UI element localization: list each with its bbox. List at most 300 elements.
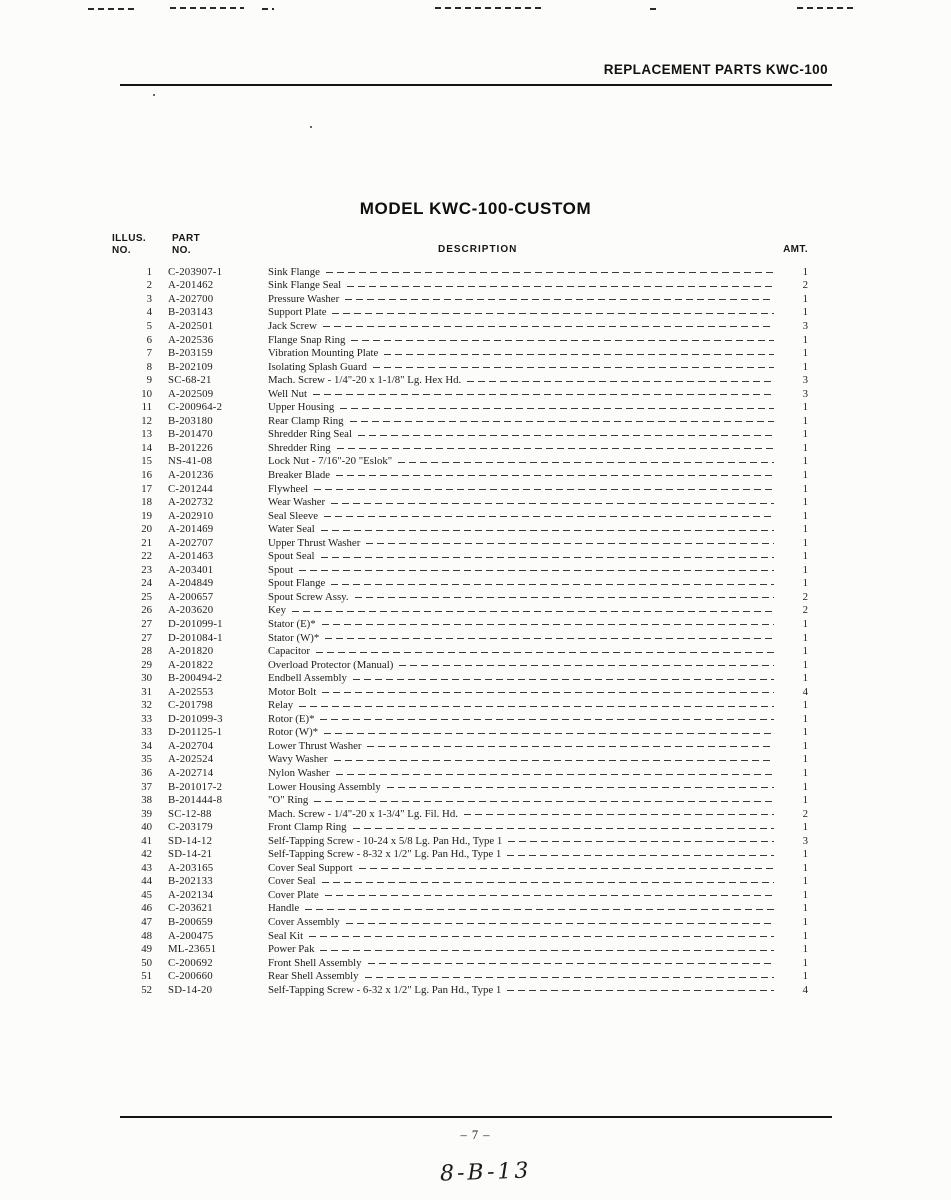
cell-amount: 1 xyxy=(802,970,808,983)
cell-part-no: A-200475 xyxy=(168,929,214,942)
dash-leader xyxy=(325,888,774,902)
cell-amount: 1 xyxy=(802,414,808,427)
cell-description: "O" Ring xyxy=(268,794,309,807)
cell-illus-no: 11 xyxy=(141,401,152,414)
cell-part-no: B-201444-8 xyxy=(168,794,223,807)
page-title: MODEL KWC-100-CUSTOM xyxy=(359,199,592,218)
cell-amount: 1 xyxy=(802,265,808,278)
cell-illus-no: 36 xyxy=(141,767,152,779)
cell-part-no: A-203620 xyxy=(168,604,214,617)
cell-illus-no: 27 xyxy=(141,617,152,630)
cell-illus-no: 49 xyxy=(141,943,152,956)
cell-part-no: B-203180 xyxy=(168,414,213,427)
cell-illus-no: 14 xyxy=(141,441,152,454)
cell-description: Self-Tapping Screw - 6-32 x 1/2" Lg. Pan Hd., Type 1 xyxy=(268,983,502,996)
dash-leader xyxy=(322,685,774,699)
table-row xyxy=(108,969,808,983)
table-row xyxy=(108,414,808,428)
cell-illus-no: 13 xyxy=(141,428,152,441)
page-number: – 7 – xyxy=(460,1128,491,1142)
table-row xyxy=(108,780,808,794)
dash-leader xyxy=(350,414,774,428)
table-row xyxy=(108,956,808,970)
cell-amount: 1 xyxy=(802,333,808,346)
cell-description: Rear Clamp Ring xyxy=(268,414,344,427)
cell-description: Jack Screw xyxy=(268,319,317,332)
cell-part-no: A-202910 xyxy=(168,509,214,522)
dash-leader xyxy=(351,333,774,347)
cell-part-no: A-201462 xyxy=(168,279,214,292)
footer-rule xyxy=(120,1116,832,1118)
cell-illus-no: 33 xyxy=(141,712,152,725)
table-row xyxy=(108,766,808,780)
table-row xyxy=(108,793,808,807)
cell-description: Cover Seal xyxy=(268,875,316,888)
dash-leader xyxy=(336,766,774,780)
cell-part-no: A-200657 xyxy=(168,590,214,603)
cell-amount: 1 xyxy=(802,956,808,969)
dash-leader xyxy=(365,969,774,983)
cell-description: Flywheel xyxy=(268,482,309,495)
table-row xyxy=(108,820,808,834)
scan-speck xyxy=(310,126,312,128)
cell-illus-no: 51 xyxy=(141,970,152,983)
cell-part-no: A-202714 xyxy=(168,767,214,779)
cell-description: Stator (W)* xyxy=(268,631,320,644)
cell-illus-no: 39 xyxy=(141,807,152,820)
cell-description: Vibration Mounting Plate xyxy=(268,347,379,360)
cell-amount: 1 xyxy=(802,468,808,481)
cell-part-no: B-201017-2 xyxy=(168,780,223,793)
cell-amount: 4 xyxy=(802,983,808,996)
cell-part-no: D-201099-1 xyxy=(168,617,223,630)
cell-description: Rotor (E)* xyxy=(268,712,315,725)
cell-amount: 1 xyxy=(802,888,808,901)
table-row xyxy=(108,455,808,469)
cell-part-no: A-201469 xyxy=(168,523,214,536)
cell-part-no: C-200660 xyxy=(168,970,213,983)
table-row xyxy=(108,590,808,604)
cell-amount: 1 xyxy=(802,712,808,725)
cell-part-no: A-203401 xyxy=(168,563,214,576)
cell-amount: 1 xyxy=(802,577,808,590)
dash-leader xyxy=(292,604,774,618)
dash-leader xyxy=(299,563,774,577)
table-row xyxy=(108,319,808,333)
cell-description: Nylon Washer xyxy=(268,767,330,779)
cell-illus-no: 5 xyxy=(146,319,152,332)
cell-part-no: A-202732 xyxy=(168,496,214,509)
cell-description: Lower Thrust Washer xyxy=(268,739,362,752)
table-row xyxy=(108,807,808,821)
cell-description: Endbell Assembly xyxy=(268,672,347,685)
cell-description: Cover Plate xyxy=(268,888,319,901)
cell-amount: 2 xyxy=(802,604,808,617)
dash-leader xyxy=(320,942,774,956)
table-row xyxy=(108,265,808,279)
cell-illus-no: 48 xyxy=(141,929,152,942)
cell-amount: 1 xyxy=(802,631,808,644)
cell-description: Flange Snap Ring xyxy=(268,333,346,346)
table-row xyxy=(108,739,808,753)
cell-amount: 1 xyxy=(802,536,808,549)
table-row xyxy=(108,292,808,306)
cell-part-no: A-202501 xyxy=(168,319,214,332)
cell-part-no: B-202133 xyxy=(168,875,213,888)
dash-leader xyxy=(299,699,774,713)
cell-description: Upper Housing xyxy=(268,401,335,414)
cell-description: Spout xyxy=(268,563,294,576)
cell-description: Seal Sleeve xyxy=(268,509,319,522)
cell-amount: 1 xyxy=(802,401,808,414)
table-row xyxy=(108,346,808,360)
cell-illus-no: 41 xyxy=(141,834,152,847)
dash-leader xyxy=(387,780,774,794)
dash-leader xyxy=(359,861,774,875)
cell-description: Lock Nut - 7/16"-20 "Eslok" xyxy=(268,455,393,468)
table-row xyxy=(108,577,808,591)
cell-illus-no: 28 xyxy=(141,645,152,658)
dash-leader xyxy=(325,631,774,645)
dash-leader xyxy=(324,509,774,523)
cell-amount: 1 xyxy=(802,875,808,888)
cell-part-no: A-202509 xyxy=(168,387,214,400)
dash-leader xyxy=(467,373,774,387)
table-row xyxy=(108,333,808,347)
cell-illus-no: 35 xyxy=(141,753,152,766)
cell-amount: 1 xyxy=(802,794,808,807)
cell-description: Wear Washer xyxy=(268,496,326,509)
cell-amount: 1 xyxy=(802,916,808,929)
cell-amount: 1 xyxy=(802,739,808,752)
cell-description: Seal Kit xyxy=(268,929,304,942)
cell-amount: 1 xyxy=(802,563,808,576)
cell-description: Key xyxy=(268,604,286,617)
cell-description: Front Shell Assembly xyxy=(268,956,362,969)
cell-illus-no: 20 xyxy=(141,523,152,536)
cell-amount: 1 xyxy=(802,780,808,793)
cell-illus-no: 44 xyxy=(141,875,152,888)
table-row xyxy=(108,685,808,699)
dash-leader xyxy=(355,590,774,604)
cell-part-no: A-202524 xyxy=(168,753,214,766)
cell-amount: 1 xyxy=(802,550,808,563)
table-row xyxy=(108,360,808,374)
cell-illus-no: 43 xyxy=(141,861,152,874)
scan-artifact-dashes xyxy=(88,8,134,10)
cell-amount: 2 xyxy=(802,807,808,820)
cell-illus-no: 42 xyxy=(141,848,152,861)
dash-leader xyxy=(347,279,774,293)
cell-description: Wavy Washer xyxy=(268,753,328,766)
cell-illus-no: 18 xyxy=(141,496,152,509)
cell-part-no: B-201470 xyxy=(168,428,213,441)
cell-part-no: A-202134 xyxy=(168,888,214,901)
cell-description: Front Clamp Ring xyxy=(268,821,347,834)
table-row xyxy=(108,428,808,442)
dash-leader xyxy=(399,658,774,672)
cell-description: Sink Flange xyxy=(268,265,320,278)
cell-amount: 3 xyxy=(802,374,808,387)
table-row xyxy=(108,495,808,509)
cell-description: Mach. Screw - 1/4"-20 x 1-1/8" Lg. Hex Hd. xyxy=(268,374,462,387)
cell-amount: 1 xyxy=(802,306,808,319)
table-row xyxy=(108,861,808,875)
cell-amount: 1 xyxy=(802,929,808,942)
cell-illus-no: 31 xyxy=(141,685,152,698)
cell-illus-no: 26 xyxy=(141,604,152,617)
dash-leader xyxy=(358,428,774,442)
cell-part-no: B-200494-2 xyxy=(168,672,223,685)
table-row xyxy=(108,279,808,293)
dash-leader xyxy=(507,848,774,862)
cell-description: Breaker Blade xyxy=(268,468,331,481)
dash-leader xyxy=(507,983,774,997)
cell-illus-no: 37 xyxy=(141,780,152,793)
cell-description: Overload Protector (Manual) xyxy=(268,658,394,671)
cell-amount: 1 xyxy=(802,455,808,468)
cell-illus-no: 30 xyxy=(141,672,152,685)
cell-illus-no: 40 xyxy=(141,821,152,834)
cell-part-no: SD-14-12 xyxy=(168,834,213,847)
cell-illus-no: 10 xyxy=(141,387,152,400)
scan-speck xyxy=(153,94,155,96)
cell-part-no: B-201226 xyxy=(168,441,213,454)
cell-part-no: A-202707 xyxy=(168,536,214,549)
dash-leader xyxy=(322,617,774,631)
cell-part-no: B-202109 xyxy=(168,360,213,373)
cell-part-no: A-204849 xyxy=(168,577,214,590)
dash-leader xyxy=(373,360,774,374)
scan-artifact-dashes xyxy=(650,8,660,10)
cell-amount: 3 xyxy=(802,834,808,847)
cell-illus-no: 32 xyxy=(141,699,152,712)
cell-description: Support Plate xyxy=(268,306,327,319)
cell-part-no: C-201798 xyxy=(168,699,213,712)
dash-leader xyxy=(314,793,774,807)
table-row xyxy=(108,617,808,631)
cell-amount: 1 xyxy=(802,658,808,671)
cell-amount: 1 xyxy=(802,428,808,441)
cell-description: Mach. Screw - 1/4"-20 x 1-3/4" Lg. Fil. Hd. xyxy=(268,807,458,820)
cell-amount: 1 xyxy=(802,767,808,779)
table-row xyxy=(108,373,808,387)
cell-part-no: SD-14-20 xyxy=(168,983,213,996)
table-row xyxy=(108,658,808,672)
cell-description: Isolating Splash Guard xyxy=(268,360,367,373)
cell-illus-no: 34 xyxy=(141,739,152,752)
table-row xyxy=(108,563,808,577)
scan-artifact-dashes xyxy=(797,7,855,9)
cell-description: Shredder Ring xyxy=(268,441,331,454)
cell-description: Spout Seal xyxy=(268,550,315,563)
cell-part-no: C-203907-1 xyxy=(168,265,223,278)
page-header-title: REPLACEMENT PARTS KWC-100 xyxy=(603,62,828,77)
cell-part-no: B-200659 xyxy=(168,916,213,929)
column-header-part-no: PART NO. xyxy=(172,233,201,256)
cell-description: Capacitor xyxy=(268,645,310,658)
cell-illus-no: 52 xyxy=(141,983,152,996)
table-row xyxy=(108,509,808,523)
cell-amount: 1 xyxy=(802,360,808,373)
cell-illus-no: 4 xyxy=(146,306,152,319)
table-row xyxy=(108,549,808,563)
table-row xyxy=(108,441,808,455)
dash-leader xyxy=(353,671,774,685)
table-row xyxy=(108,929,808,943)
cell-part-no: SD-14-21 xyxy=(168,848,213,861)
table-row xyxy=(108,644,808,658)
table-row xyxy=(108,834,808,848)
cell-illus-no: 24 xyxy=(141,577,152,590)
cell-description: Spout Screw Assy. xyxy=(268,590,349,603)
table-row xyxy=(108,983,808,997)
cell-part-no: SC-12-88 xyxy=(168,807,212,820)
dash-leader xyxy=(321,549,775,563)
dash-leader xyxy=(331,495,774,509)
cell-description: Spout Flange xyxy=(268,577,326,590)
table-row xyxy=(108,726,808,740)
table-row xyxy=(108,400,808,414)
dash-leader xyxy=(398,455,774,469)
cell-illus-no: 46 xyxy=(141,902,152,915)
dash-leader xyxy=(340,400,774,414)
cell-illus-no: 17 xyxy=(141,482,152,495)
dash-leader xyxy=(345,292,774,306)
table-row xyxy=(108,848,808,862)
cell-part-no: C-200692 xyxy=(168,956,213,969)
cell-illus-no: 29 xyxy=(141,658,152,671)
cell-description: Cover Assembly xyxy=(268,916,340,929)
table-row xyxy=(108,753,808,767)
cell-description: Relay xyxy=(268,699,294,712)
table-row xyxy=(108,468,808,482)
cell-part-no: A-203165 xyxy=(168,861,214,874)
cell-amount: 1 xyxy=(802,699,808,712)
table-row xyxy=(108,482,808,496)
cell-description: Handle xyxy=(268,902,300,915)
cell-amount: 4 xyxy=(802,685,808,698)
cell-part-no: C-201244 xyxy=(168,482,213,495)
cell-illus-no: 21 xyxy=(141,536,152,549)
cell-amount: 1 xyxy=(802,645,808,658)
dash-leader xyxy=(305,902,774,916)
cell-part-no: A-201463 xyxy=(168,550,214,563)
table-row xyxy=(108,915,808,929)
cell-illus-no: 27 xyxy=(141,631,152,644)
cell-description: Self-Tapping Screw - 8-32 x 1/2" Lg. Pan Hd., Type 1 xyxy=(268,848,502,861)
cell-illus-no: 7 xyxy=(146,347,152,360)
cell-illus-no: 47 xyxy=(141,916,152,929)
scan-artifact-dashes xyxy=(262,8,274,10)
dash-leader xyxy=(332,306,774,320)
cell-description: Cover Seal Support xyxy=(268,861,353,874)
cell-illus-no: 2 xyxy=(146,279,152,292)
cell-illus-no: 22 xyxy=(141,550,152,563)
cell-part-no: D-201125-1 xyxy=(168,726,223,739)
dash-leader xyxy=(508,834,774,848)
table-row xyxy=(108,631,808,645)
cell-part-no: ML-23651 xyxy=(168,943,217,956)
cell-amount: 1 xyxy=(802,726,808,739)
cell-illus-no: 1 xyxy=(146,265,152,278)
cell-part-no: A-202536 xyxy=(168,333,214,346)
table-row xyxy=(108,699,808,713)
cell-illus-no: 12 xyxy=(141,414,152,427)
cell-description: Pressure Washer xyxy=(268,292,340,305)
cell-amount: 1 xyxy=(802,482,808,495)
dash-leader xyxy=(321,522,774,536)
cell-part-no: B-203159 xyxy=(168,347,213,360)
cell-illus-no: 23 xyxy=(141,563,152,576)
cell-amount: 1 xyxy=(802,861,808,874)
cell-illus-no: 15 xyxy=(141,455,152,468)
cell-amount: 3 xyxy=(802,319,808,332)
cell-amount: 1 xyxy=(802,617,808,630)
table-row xyxy=(108,942,808,956)
cell-amount: 2 xyxy=(802,279,808,292)
dash-leader xyxy=(346,915,774,929)
cell-amount: 1 xyxy=(802,848,808,861)
cell-part-no: A-201236 xyxy=(168,468,214,481)
table-row xyxy=(108,522,808,536)
dash-leader xyxy=(331,577,774,591)
table-row xyxy=(108,306,808,320)
cell-amount: 3 xyxy=(802,387,808,400)
dash-leader xyxy=(334,753,774,767)
cell-description: Stator (E)* xyxy=(268,617,316,630)
cell-part-no: B-203143 xyxy=(168,306,213,319)
cell-amount: 1 xyxy=(802,292,808,305)
table-header xyxy=(108,233,808,261)
cell-amount: 1 xyxy=(802,523,808,536)
cell-illus-no: 33 xyxy=(141,726,152,739)
scan-artifact-dashes xyxy=(435,7,543,9)
cell-part-no: A-202704 xyxy=(168,739,214,752)
cell-description: Sink Flange Seal xyxy=(268,279,342,292)
cell-part-no: D-201084-1 xyxy=(168,631,223,644)
dash-leader xyxy=(337,441,774,455)
cell-part-no: A-202700 xyxy=(168,292,214,305)
header-rule xyxy=(120,84,832,86)
cell-illus-no: 25 xyxy=(141,590,152,603)
cell-part-no: C-200964-2 xyxy=(168,401,223,414)
cell-illus-no: 6 xyxy=(146,333,152,346)
cell-amount: 2 xyxy=(802,590,808,603)
scan-artifact-dashes xyxy=(170,7,244,9)
cell-illus-no: 8 xyxy=(146,360,152,373)
cell-amount: 1 xyxy=(802,902,808,915)
cell-description: Power Pak xyxy=(268,943,315,956)
cell-part-no: C-203621 xyxy=(168,902,213,915)
dash-leader xyxy=(323,319,774,333)
cell-illus-no: 19 xyxy=(141,509,152,522)
cell-illus-no: 45 xyxy=(141,888,152,901)
cell-description: Well Nut xyxy=(268,387,308,400)
dash-leader xyxy=(314,482,774,496)
dash-leader xyxy=(309,929,774,943)
cell-part-no: A-201820 xyxy=(168,645,214,658)
cell-part-no: NS-41-08 xyxy=(168,455,213,468)
cell-amount: 1 xyxy=(802,943,808,956)
cell-description: Upper Thrust Washer xyxy=(268,536,361,549)
cell-description: Motor Bolt xyxy=(268,685,317,698)
dash-leader xyxy=(326,265,774,279)
column-header-illus-no: ILLUS. NO. xyxy=(112,233,147,256)
table-row xyxy=(108,671,808,685)
dash-leader xyxy=(368,956,774,970)
column-header-amount: AMT. xyxy=(783,244,808,255)
